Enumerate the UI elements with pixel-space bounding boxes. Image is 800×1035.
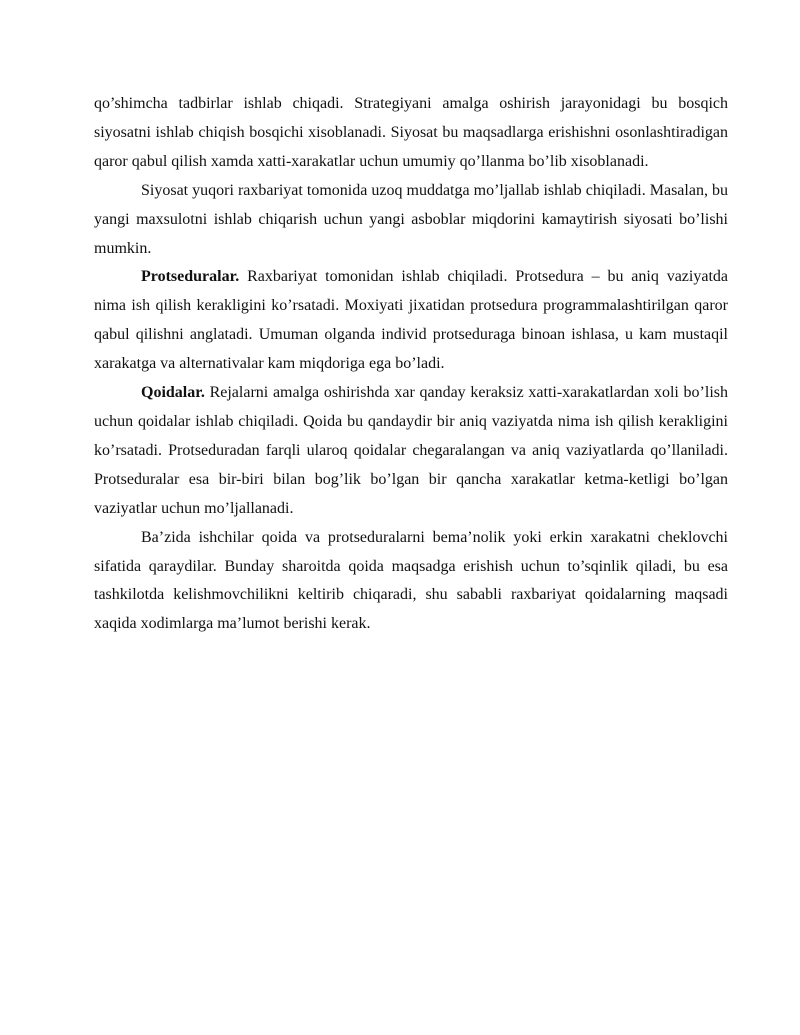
paragraph-rules-perception	[94, 524, 728, 640]
paragraph-text: Raxbariyat tomonidan ishlab chiqiladi. Protsedura – bu aniq vaziyatda nima ish qilish kerakligini ko’rsatadi. Moxiyati jixatidan protsedura programmalashtirilgan qaror qabul qilishni anglatadi. Umuman olganda individ protseduraga binoan ishlasa, u kam mustaqil xarakatga va alternativalar kam miqdoriga ega bo’ladi.	[94, 268, 728, 373]
paragraph-procedures	[94, 263, 728, 379]
document-body	[94, 90, 728, 639]
paragraph-text: qo’shimcha tadbirlar ishlab chiqadi. Strategiyani amalga oshirish jarayonidagi bu bosqich siyosatni ishlab chiqish bosqichi xisoblanadi. Siyosat bu maqsadlarga erishishni osonlashtiradigan qaror qabul qilish xamda xatti-xarakatlar uchun umumiy qo’llanma bo’lib xisoblanadi.	[94, 95, 728, 170]
term-rules: Qoidalar.	[141, 384, 205, 402]
paragraph-rules	[94, 379, 728, 524]
paragraph-text: Siyosat yuqori raxbariyat tomonida uzoq muddatga mo’ljallab ishlab chiqiladi. Masalan, bu yangi maxsulotni ishlab chiqarish uchun yangi asboblar miqdorini kamaytirish siyosati bo’lishi mumkin.	[94, 181, 728, 257]
paragraph-policy-example	[94, 177, 728, 264]
term-procedures: Protseduralar.	[141, 268, 240, 286]
paragraph-text: Ba’zida ishchilar qoida va protseduralarni bema’nolik yoki erkin xarakatni cheklovchi sifatida qaraydilar. Bunday sharoitda qoida maqsadga erishish uchun to’sqinlik qiladi, bu esa tashkilotda kelishmovchilikni keltirib chiqaradi, shu sababli raxbariyat qoidalarning maqsadi xaqida xodimlarga ma’lumot berishi kerak.	[94, 528, 728, 633]
paragraph-policy-continuation	[94, 90, 728, 177]
paragraph-text: Rejalarni amalga oshirishda xar qanday keraksiz xatti-xarakatlardan xoli bo’lish uchun qoidalar ishlab chiqiladi. Qoida bu qandaydir bir aniq vaziyatda nima ish qilish kerakligini ko’rsatadi. Protseduradan farqli ularoq qoidalar chegaralangan va aniq vaziyatlarda qo’llaniladi. Protseduralar esa bir-biri bilan bog’lik bo’lgan bir qancha xarakatlar ketma-ketligi bo’lgan vaziyatlar uchun mo’ljallanadi.	[94, 384, 728, 517]
